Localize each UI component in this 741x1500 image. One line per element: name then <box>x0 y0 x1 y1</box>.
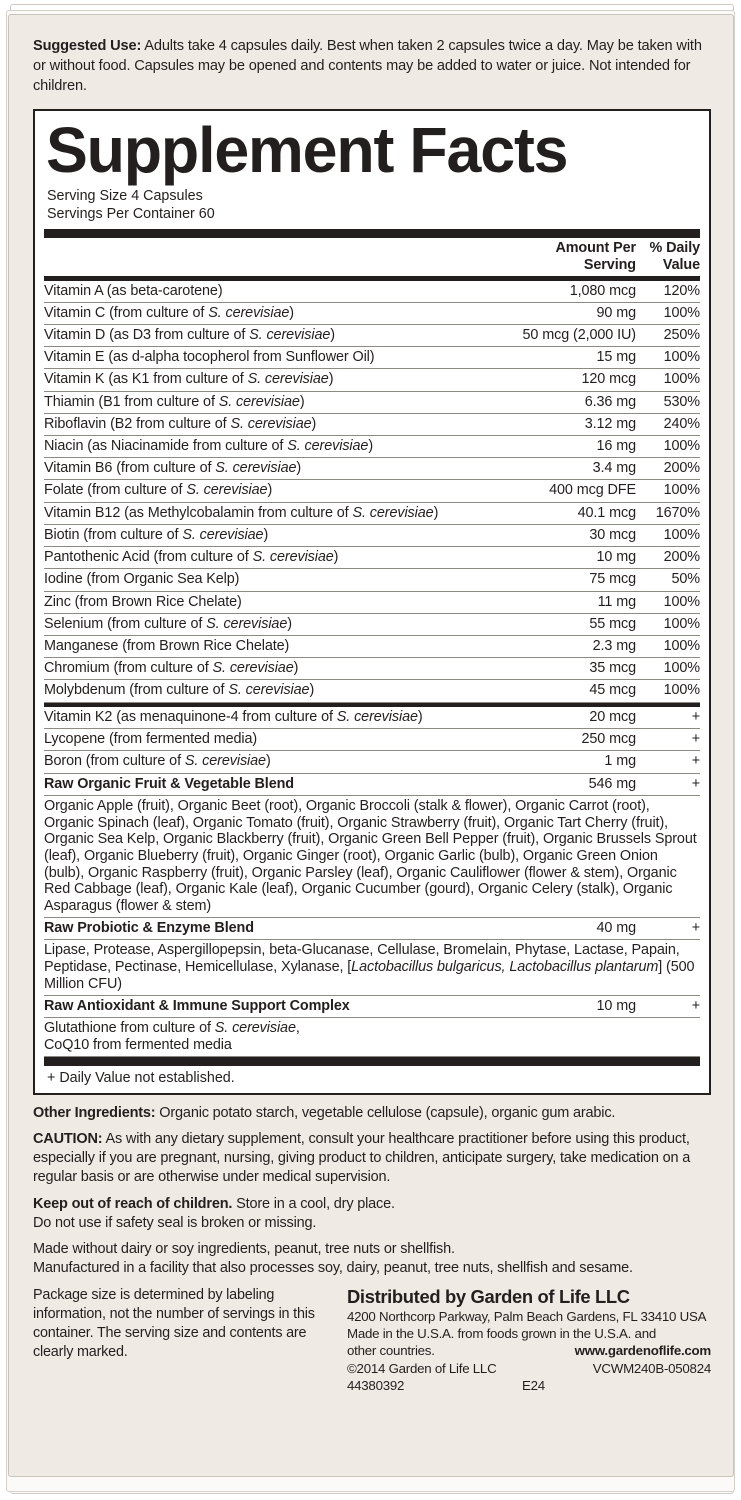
nutrient-name: Vitamin E (as d-alpha tocopherol from Sunflower Oil) <box>44 347 486 369</box>
nutrient-row <box>44 680 700 702</box>
blend-row <box>44 996 700 1018</box>
nutrient-amount: 45 mcg <box>486 680 636 702</box>
nutrient-amount: 2.3 mg <box>486 635 636 657</box>
package-size-text: Package size is determined by labeling information, not the number of servings in this container. The serving size and contents are clearly marked. <box>33 1287 315 1361</box>
nutrient-name: Riboflavin (B2 from culture of S. cerevisiae) <box>44 413 486 435</box>
nutrient-row <box>44 707 700 729</box>
nutrient-daily-value: 100% <box>636 524 700 546</box>
nutrient-daily-value: + <box>636 707 700 729</box>
nutrient-daily-value: + <box>636 729 700 751</box>
nutrient-row <box>44 302 700 324</box>
nutrient-row <box>44 569 700 591</box>
nutrient-name: Niacin (as Niacinamide from culture of S. cerevisiae) <box>44 436 486 458</box>
nutrient-daily-value: 100% <box>636 302 700 324</box>
blend-ingredients-row <box>44 1018 700 1057</box>
nutrient-amount: 3.12 mg <box>486 413 636 435</box>
nutrient-row <box>44 729 700 751</box>
nutrient-row <box>44 591 700 613</box>
nutrient-name: Boron (from culture of S. cerevisiae) <box>44 751 486 773</box>
nutrient-name: Thiamin (B1 from culture of S. cerevisiae) <box>44 391 486 413</box>
nutrient-daily-value: 100% <box>636 347 700 369</box>
copyright-text: ©2014 Garden of Life LLC <box>347 1360 497 1376</box>
nutrient-name: Pantothenic Acid (from culture of S. cerevisiae) <box>44 547 486 569</box>
rule-bottom-thick <box>44 1057 700 1066</box>
nutrient-row <box>44 524 700 546</box>
nutrient-amount: 30 mcg <box>486 524 636 546</box>
nutrient-daily-value: 240% <box>636 413 700 435</box>
nutrient-amount: 250 mcg <box>486 729 636 751</box>
lot-code: VCWM240B-050824 <box>592 1360 711 1376</box>
blend-ingredients: Organic Apple (fruit), Organic Beet (root), Organic Broccoli (stalk & flower), Organic Carrot (root), Organic Spinach (leaf), Organic Tomato (fruit), Organic Strawberry (fruit), Organic Tart Cherry (fruit), Organic Sea Kelp, Organic Blackberry (fruit), Organic Green Bell Pepper (fruit), Organic Brussels Sprout (leaf), Organic Blueberry (fruit), Organic Ginger (root), Organic Garlic (bulb), Organic Green Onion (bulb), Organic Raspberry (fruit), Organic Parsley (leaf), Organic Cauliflower (flower & stem), Organic Red Cabbage (leaf), Organic Kale (leaf), Organic Cucumber (gourd), Organic Celery (stalk), Organic Asparagus (flower & stem) <box>44 795 700 917</box>
serving-info <box>47 187 700 223</box>
website-link[interactable]: www.gardenoflife.com <box>574 1343 711 1359</box>
nutrient-table <box>44 281 700 703</box>
nutrient-row <box>44 436 700 458</box>
daily-value-footnote: + Daily Value not established. <box>47 1070 235 1087</box>
nutrient-amount: 1 mg <box>486 751 636 773</box>
safety-seal-text: Do not use if safety seal is broken or missing. <box>33 1215 317 1232</box>
caution-text: As with any dietary supplement, consult your healthcare practitioner before using this product, especially if you are pregnant, nursing, giving product to children, anticipate surgery, take medication on a regular basis or are otherwise under medical supervision. <box>33 1131 691 1186</box>
blend-name: Raw Probiotic & Enzyme Blend <box>44 918 486 940</box>
copyright-lot-row <box>347 1360 711 1377</box>
nutrient-daily-value: 1670% <box>636 502 700 524</box>
nutrient-name: Vitamin K (as K1 from culture of S. cerevisiae) <box>44 369 486 391</box>
nutrient-amount: 35 mcg <box>486 658 636 680</box>
nutrient-name: Vitamin C (from culture of S. cerevisiae) <box>44 302 486 324</box>
keep-out-paragraph <box>33 1195 711 1233</box>
nutrient-daily-value: 100% <box>636 635 700 657</box>
keep-out-text: Store in a cool, dry place. <box>232 1196 395 1213</box>
nutrient-row <box>44 325 700 347</box>
nutrient-amount: 120 mcg <box>486 369 636 391</box>
nutrient-daily-value: 100% <box>636 369 700 391</box>
nutrient-daily-value: 100% <box>636 658 700 680</box>
nutrient-amount: 546 mg <box>486 774 636 796</box>
nutrient-name: Vitamin A (as beta-carotene) <box>44 281 486 303</box>
suggested-use-text: Adults take 4 capsules daily. Best when taken 2 capsules twice a day. May be taken with or without food. Capsules may be opened and contents may be added to water or juice. Not intended for children. <box>33 38 702 94</box>
blend-ingredients: Lipase, Protease, Aspergillopepsin, beta-Glucanase, Cellulase, Bromelain, Phytase, Lactase, Papain, Peptidase, Pectinase, Hemicellulase, Xylanase, [Lactobacillus bulgaricus, Lactobacillus plantarum] (500 Million CFU) <box>44 940 700 996</box>
nutrient-daily-value: 100% <box>636 680 700 702</box>
batch-code: E24 <box>522 1377 545 1393</box>
nutrient-daily-value: 100% <box>636 591 700 613</box>
nutrient-name: Chromium (from culture of S. cerevisiae) <box>44 658 486 680</box>
blend-ingredients-row <box>44 940 700 996</box>
nutrient-row <box>44 751 700 773</box>
keep-out-label: Keep out of reach of children. <box>33 1196 233 1213</box>
nutrient-daily-value: 100% <box>636 613 700 635</box>
nutrient-name: Zinc (from Brown Rice Chelate) <box>44 591 486 613</box>
nutrient-amount: 16 mg <box>486 436 636 458</box>
nutrient-amount: 400 mcg DFE <box>486 480 636 502</box>
nutrient-amount: 3.4 mg <box>486 458 636 480</box>
blend-name: Raw Organic Fruit & Vegetable Blend <box>44 774 486 796</box>
caution-paragraph <box>33 1130 711 1187</box>
nutrient-row <box>44 480 700 502</box>
nutrient-row <box>44 502 700 524</box>
nutrient-amount: 10 mg <box>486 547 636 569</box>
supplement-label <box>8 14 734 1477</box>
nutrient-amount: 40.1 mcg <box>486 502 636 524</box>
nutrient-name: Molybdenum (from culture of S. cerevisiae) <box>44 680 486 702</box>
made-in-line-1: Made in the U.S.A. from foods grown in the U.S.A. and <box>347 1326 656 1342</box>
nutrient-amount: 11 mg <box>486 591 636 613</box>
blend-ingredients-row <box>44 795 700 917</box>
nutrient-daily-value: + <box>636 918 700 940</box>
nutrient-row <box>44 413 700 435</box>
nutrient-row <box>44 281 700 303</box>
nutrient-amount: 75 mcg <box>486 569 636 591</box>
nutrient-daily-value: 200% <box>636 458 700 480</box>
other-ingredients-label: Other Ingredients: <box>33 1105 156 1122</box>
distributor-title: Distributed by Garden of Life LLC <box>347 1286 630 1308</box>
nutrient-amount: 50 mcg (2,000 IU) <box>486 325 636 347</box>
nutrient-name: Biotin (from culture of S. cerevisiae) <box>44 524 486 546</box>
made-in-line-2: other countries. <box>347 1343 435 1359</box>
blend-table <box>44 774 700 1058</box>
bottom-copy <box>33 1104 711 1394</box>
other-ingredients-text: Organic potato starch, vegetable cellulose (capsule), organic gum arabic. <box>155 1105 616 1122</box>
nutrient-name: Vitamin K2 (as menaquinone-4 from culture of S. cerevisiae) <box>44 707 486 729</box>
nutrient-daily-value: + <box>636 751 700 773</box>
allergen-line-2: Manufactured in a facility that also processes soy, dairy, peanut, tree nuts, shellfish and sesame. <box>33 1260 633 1277</box>
nutrient-row <box>44 458 700 480</box>
nutrient-daily-value: + <box>636 996 700 1018</box>
column-header-row <box>44 238 700 276</box>
nutrient-daily-value: 100% <box>636 436 700 458</box>
nutrient-amount: 55 mcg <box>486 613 636 635</box>
rule-top-thick <box>44 229 700 238</box>
nutrient-daily-value: + <box>636 774 700 796</box>
code-row <box>347 1377 711 1394</box>
nutrient-name: Manganese (from Brown Rice Chelate) <box>44 635 486 657</box>
made-in-website-row <box>347 1342 711 1359</box>
nutrient-name: Vitamin B6 (from culture of S. cerevisiae) <box>44 458 486 480</box>
footer-columns <box>33 1286 711 1394</box>
nutrient-name: Iodine (from Organic Sea Kelp) <box>44 569 486 591</box>
nutrient-daily-value: 530% <box>636 391 700 413</box>
nutrient-row <box>44 391 700 413</box>
nutrient-row <box>44 547 700 569</box>
allergen-paragraph <box>33 1240 711 1278</box>
nutrient-name: Vitamin B12 (as Methylcobalamin from culture of S. cerevisiae) <box>44 502 486 524</box>
nutrient-amount: 6.36 mg <box>486 391 636 413</box>
distributor-block <box>347 1286 711 1394</box>
nutrient-amount: 40 mg <box>486 918 636 940</box>
allergen-line-1: Made without dairy or soy ingredients, peanut, tree nuts or shellfish. <box>33 1241 455 1258</box>
nutrient-daily-value: 100% <box>636 480 700 502</box>
nutrient-row <box>44 369 700 391</box>
header-table <box>44 238 700 276</box>
header-amount-per-serving: Amount Per Serving <box>555 240 636 273</box>
header-spacer <box>44 238 486 276</box>
nutrient-row <box>44 635 700 657</box>
nutrient-daily-value: 200% <box>636 547 700 569</box>
suggested-use-label: Suggested Use: <box>33 38 142 54</box>
nutrient-name: Folate (from culture of S. cerevisiae) <box>44 480 486 502</box>
nutrient-amount: 1,080 mcg <box>486 281 636 303</box>
blend-row <box>44 918 700 940</box>
servings-per-container: Servings Per Container 60 <box>47 206 215 223</box>
blend-row <box>44 774 700 796</box>
nutrient-row <box>44 347 700 369</box>
nutrient-daily-value: 50% <box>636 569 700 591</box>
nutrient-amount: 20 mcg <box>486 707 636 729</box>
nutrient-row <box>44 658 700 680</box>
nutrient-amount: 90 mg <box>486 302 636 324</box>
nutrient-daily-value: 120% <box>636 281 700 303</box>
other-nutrients-table <box>44 707 700 774</box>
distributor-address: 4200 Northcorp Parkway, Palm Beach Gardens, FL 33410 USA <box>347 1308 707 1324</box>
header-daily-value: % Daily Value <box>649 240 700 273</box>
nutrient-amount: 15 mg <box>486 347 636 369</box>
panel-title: Supplement Facts <box>46 113 568 186</box>
nutrient-name: Selenium (from culture of S. cerevisiae) <box>44 613 486 635</box>
other-ingredients-paragraph <box>33 1104 711 1123</box>
nutrient-name: Vitamin D (as D3 from culture of S. cerevisiae) <box>44 325 486 347</box>
nutrient-row <box>44 613 700 635</box>
serving-size: Serving Size 4 Capsules <box>47 188 203 205</box>
nutrient-name: Lycopene (from fermented media) <box>44 729 486 751</box>
suggested-use-paragraph <box>33 37 711 97</box>
supplement-facts-panel <box>33 109 711 1096</box>
caution-label: CAUTION: <box>33 1131 103 1148</box>
nutrient-daily-value: 250% <box>636 325 700 347</box>
blend-ingredients: Glutathione from culture of S. cerevisiae, CoQ10 from fermented media <box>44 1018 700 1057</box>
nutrient-amount: 10 mg <box>486 996 636 1018</box>
item-code: 44380392 <box>347 1377 405 1393</box>
blend-name: Raw Antioxidant & Immune Support Complex <box>44 996 486 1018</box>
